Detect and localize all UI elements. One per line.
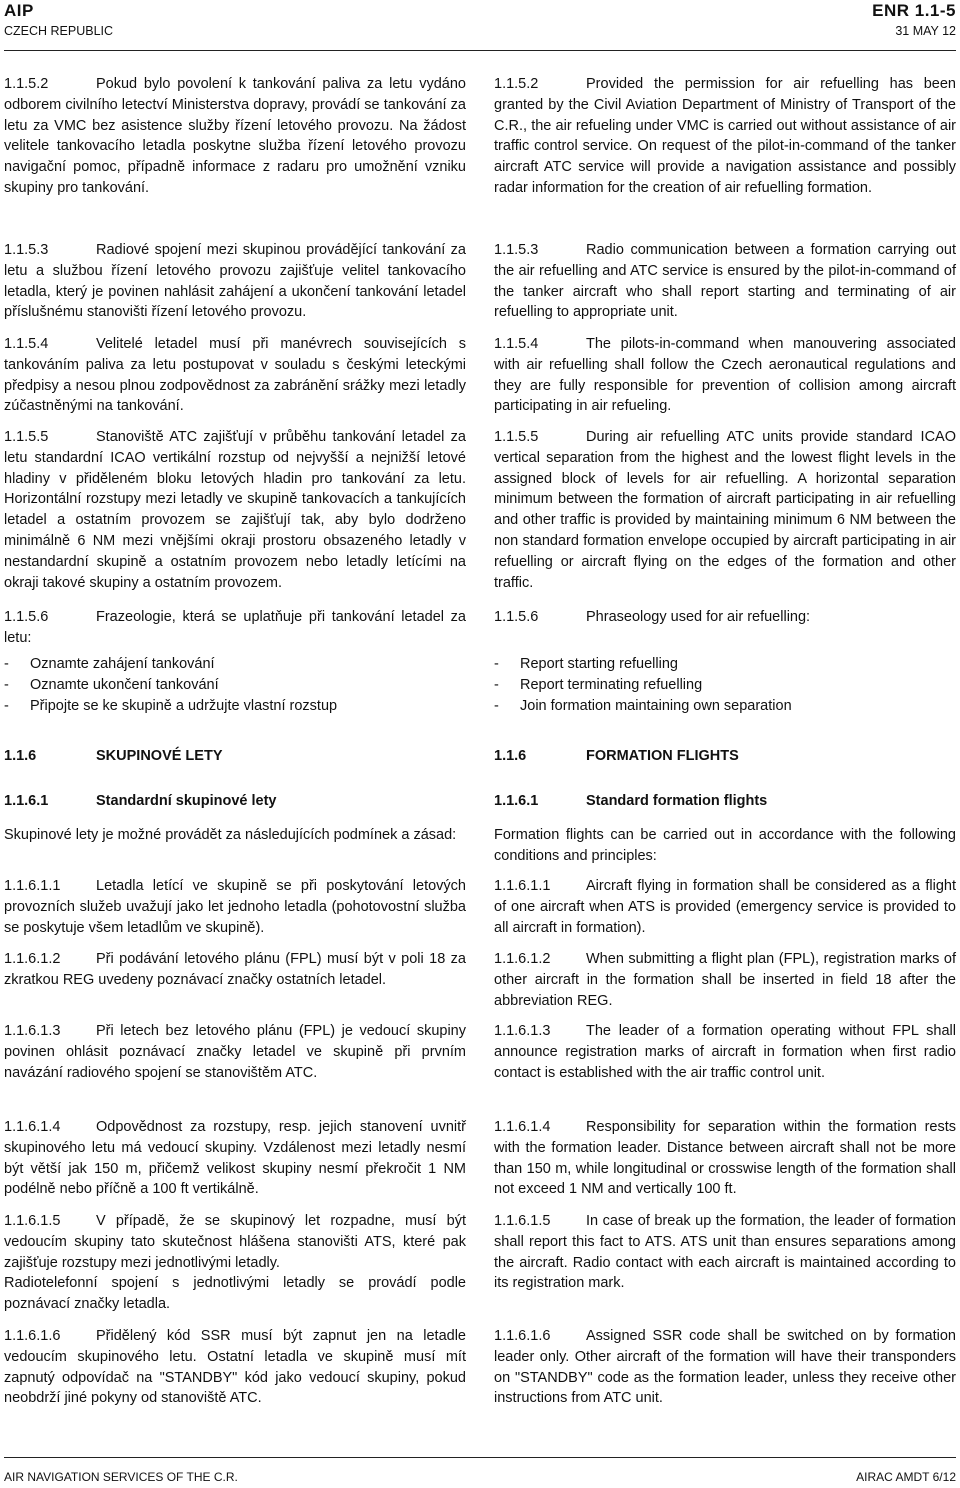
section-number: 1.1.5.2 [494, 76, 539, 92]
header-left [4, 0, 113, 40]
header-title: AIP [4, 1, 34, 20]
section-1-1-6-1-4-en [494, 1117, 956, 1200]
intro-cz: Skupinové lety je možné provádět za následujících podmínek a zásad: [4, 827, 457, 843]
section-number: 1.1.6.1.6 [494, 1328, 551, 1344]
section-number: 1.1.6.1.1 [4, 878, 61, 894]
list-item: - Report starting refuelling [494, 656, 678, 672]
section-text: Frazeologie, která se uplatňuje při tankování letadel za letu: [4, 609, 466, 646]
intro-en: Formation flights can be carried out in accordance with the following conditions and principles: [494, 827, 956, 864]
heading-1-1-6-1-en: 1.1.6.1 Standard formation flights [494, 793, 768, 809]
section-text: Přidělený kód SSR musí být zapnut jen na letadle vedoucím skupinového letu. Ostatní letadla ve skupině musí mít zapnutý odpovídač na "STANDBY" kód jako vedoucí skupiny, pokud neobdrží jiné pokyny od stanoviště ATC. [4, 1328, 466, 1407]
section-number: 1.1.6.1.4 [4, 1119, 61, 1135]
section-1-1-5-2-en [494, 74, 956, 199]
section-text: Provided the permission for air refuelling has been granted by the Civil Aviation Department of Ministry of Transport of the C.R., the air refueling under VMC is carried out without assistance of air traffic control service. On request of the pilot-in-command of the tanker aircraft ATC service will provide a navigation assistance and possibly radar information for the creation of air refuelling formation. [494, 76, 956, 196]
list-item: - Připojte se ke skupině a udržujte vlastní rozstup [4, 697, 338, 714]
section-1-1-5-5-cz [4, 427, 466, 593]
section-text: V případě, že se skupinový let rozpadne, musí být vedoucím skupiny tato skutečnost hlášena stanovišti ATS, které pak zajišťuje rozstupy mezi jednotlivými letadly. [4, 1213, 466, 1271]
section-number: 1.1.5.5 [4, 429, 49, 445]
section-number: 1.1.6.1.1 [494, 878, 551, 894]
section-text: The leader of a formation operating without FPL shall announce registration marks of aircraft in formation when first radio contact is established with the air traffic control unit. [494, 1023, 956, 1081]
section-number: 1.1.6.1.6 [4, 1328, 61, 1344]
section-1-1-5-2-cz [4, 74, 466, 199]
section-number: 1.1.6.1.4 [494, 1119, 551, 1135]
page-footer [0, 1458, 960, 1488]
section-text: Velitelé letadel musí při manévrech souvisejících s tankováním paliva za letu postupovat v souladu s českými leteckými předpisy a nesou plnou zodpovědnost za zabránění srážky mezi letadly zúčastněnými na tankování. [4, 336, 466, 415]
section-number: 1.1.5.6 [4, 609, 49, 625]
section-1-1-6-1-2-en [494, 949, 956, 1011]
section-number: 1.1.6.1.5 [494, 1213, 551, 1229]
header-right [872, 0, 956, 40]
phraseology-list-cz [4, 654, 466, 716]
section-number: 1.1.5.3 [494, 242, 539, 258]
section-1-1-5-5-en [494, 427, 956, 593]
section-1-1-5-3-cz [4, 240, 466, 323]
section-text: When submitting a flight plan (FPL), registration marks of other aircraft in the formation shall be inserted in field 18 after the abbreviation REG. [494, 951, 956, 1009]
header-date: 31 MAY 12 [895, 24, 956, 38]
section-1-1-6-1-5-en [494, 1211, 956, 1294]
section-1-1-6-1-2-cz [4, 949, 466, 991]
section-text: Aircraft flying in formation shall be considered as a flight of one aircraft when ATS is provided (emergency service is provided to all aircraft in formation). [494, 878, 956, 936]
section-text: Při podávání letového plánu (FPL) musí být v poli 18 za zkratkou REG uvedeny poznávací značky ostatních letadel. [4, 951, 466, 988]
section-1-1-6-1-4-cz [4, 1117, 466, 1200]
section-1-1-5-4-cz [4, 334, 466, 417]
section-number: 1.1.6.1.2 [494, 951, 551, 967]
section-text: Odpovědnost za rozstupy, resp. jejich stanovení uvnitř skupinového letu má vedoucí skupiny. Vzdálenost mezi letadly nesmí být větší jak 150 m, přičemž velikost skupiny nesmí překročit 1 NM podélně nebo příčně a 100 ft vertikálně. [4, 1119, 466, 1198]
section-number: 1.1.5.5 [494, 429, 539, 445]
section-text: During air refuelling ATC units provide standard ICAO vertical separation from the highest and the lowest flight levels in the assigned block of levels for air refuelling. A horizontal separation minimum between the formation of aircraft participating in air refuelling and other traffic is provided by maintaining minimum 6 NM between the non standard formation envelope occupied by aircraft participating in air refuelling or aircraft flying on the edges of the formation and other traffic. [494, 429, 956, 591]
section-text: Assigned SSR code shall be switched on by formation leader only. Other aircraft of the formation will have their transponders on "STANDBY" code as the formation leader, unless they receive other instructions from ATC unit. [494, 1328, 956, 1407]
section-number: 1.1.5.4 [4, 336, 49, 352]
heading-1-1-6-1-cz: 1.1.6.1 Standardní skupinové lety [4, 793, 277, 809]
list-item: - Report terminating refuelling [494, 676, 703, 693]
section-text: Letadla letící ve skupině se při poskytování letových provozních služeb uvažují jako let jednoho letadla (pohotovostní služba se poskytuje všem letadlům ve skupině). [4, 878, 466, 936]
footer-publisher: AIR NAVIGATION SERVICES OF THE C.R. [4, 1470, 238, 1484]
list-item: - Oznamte zahájení tankování [4, 656, 215, 672]
section-number: 1.1.6.1.2 [4, 951, 61, 967]
section-1-1-6-1-3-cz [4, 1021, 466, 1083]
section-1-1-5-6-cz [4, 607, 466, 649]
section-number: 1.1.6.1.3 [4, 1023, 61, 1039]
section-number: 1.1.5.3 [4, 242, 49, 258]
section-text: In case of break up the formation, the leader of formation shall report this fact to ATS. ATS unit than ensures separations among the aircraft. Radio contact with each aircraft is maintained according to its registration mark. [494, 1213, 956, 1292]
page-header [0, 0, 960, 48]
section-1-1-6-1-3-en [494, 1021, 956, 1083]
heading-1-1-6-cz: 1.1.6 SKUPINOVÉ LETY [4, 748, 223, 764]
header-page-ref: ENR 1.1-5 [872, 1, 956, 20]
section-text: Při letech bez letového plánu (FPL) je vedoucí skupiny povinen ohlásit poznávací značky letadel ve skupině při prvním navázání radiového spojení se stanovištěm ATC. [4, 1023, 466, 1081]
header-divider [4, 50, 956, 51]
section-text: Responsibility for separation within the formation rests with the formation leader. Distance between aircraft shall not be more than 150 m, while longitudinal or crosswise length of the formation shall not exceed 1 NM and vertically 100 ft. [494, 1119, 956, 1198]
section-number: 1.1.5.6 [494, 609, 539, 625]
section-number: 1.1.6.1.3 [494, 1023, 551, 1039]
section-number: 1.1.5.4 [494, 336, 539, 352]
phraseology-list-en [494, 654, 956, 716]
section-1-1-5-3-en [494, 240, 956, 323]
section-1-1-6-1-1-en [494, 876, 956, 938]
section-1-1-6-1-5-cz [4, 1211, 466, 1315]
header-country: CZECH REPUBLIC [4, 24, 114, 38]
section-number: 1.1.5.2 [4, 76, 49, 92]
list-item: - Oznamte ukončení tankování [4, 676, 219, 693]
section-text: Pokud bylo povolení k tankování paliva za letu vydáno odborem civilního letectví Ministerstva dopravy, provádí se tankování za letu za VMC bez asistence služby řízení letového provozu. Na žádost velitele tankovacího letadla poskytne služba řízení letového provozu navigační pomoc, případně informace z radaru pro umožnění vzniku skupiny pro tankování. [4, 76, 466, 196]
section-1-1-6-1-1-cz [4, 876, 466, 938]
section-1-1-6-1-6-en [494, 1326, 956, 1409]
section-text: Stanoviště ATC zajišťují v průběhu tankování letadel za letu standardní ICAO vertikální rozstup od nejvyšší a nejnižší letové hladiny v přiděleném bloku letových hladin pro tankování za letu. Horizontální rozstupy mezi letadly ve skupině tankovacích a tankujících letadel a ostatním provozem se zajišťují tak, aby bylo dodrženo minimálně 6 NM mezi vnějšími okraji prostoru obsazeného letadly v nestandardní skupině a ostatním provozem nebo letadly letícími na okraji takové skupiny a ostatním provozem. [4, 429, 466, 591]
section-text: Phraseology used for air refuelling: [586, 609, 811, 625]
list-item: - Join formation maintaining own separation [494, 697, 792, 714]
section-1-1-5-6-en [494, 607, 956, 628]
section-text: Radio communication between a formation carrying out the air refuelling and ATC service is ensured by the pilot-in-command of the tanker aircraft who shall report starting and terminating of air refuelling to appropriate unit. [494, 242, 956, 321]
section-text: Radiové spojení mezi skupinou provádějící tankování za letu a službou řízení letového provozu zajišťuje velitel tankovacího letadla, který je povinen nahlásit zahájení a ukončení tankování letadel příslušnému stanovišti řízení letového provozu. [4, 242, 466, 321]
footer-amendment: AIRAC AMDT 6/12 [856, 1470, 956, 1484]
heading-1-1-6-en: 1.1.6 FORMATION FLIGHTS [494, 748, 739, 764]
section-text-continued: Radiotelefonní spojení s jednotlivými letadly se provádí podle poznávací značky letadla. [4, 1275, 466, 1313]
section-text: The pilots-in-command when manouvering associated with air refuelling shall follow the Czech aeronautical regulations and they are fully responsible for prevention of collision among aircraft participating in air refueling. [494, 336, 956, 415]
section-number: 1.1.6.1.5 [4, 1213, 61, 1229]
section-1-1-5-4-en [494, 334, 956, 417]
section-1-1-6-1-6-cz [4, 1326, 466, 1409]
